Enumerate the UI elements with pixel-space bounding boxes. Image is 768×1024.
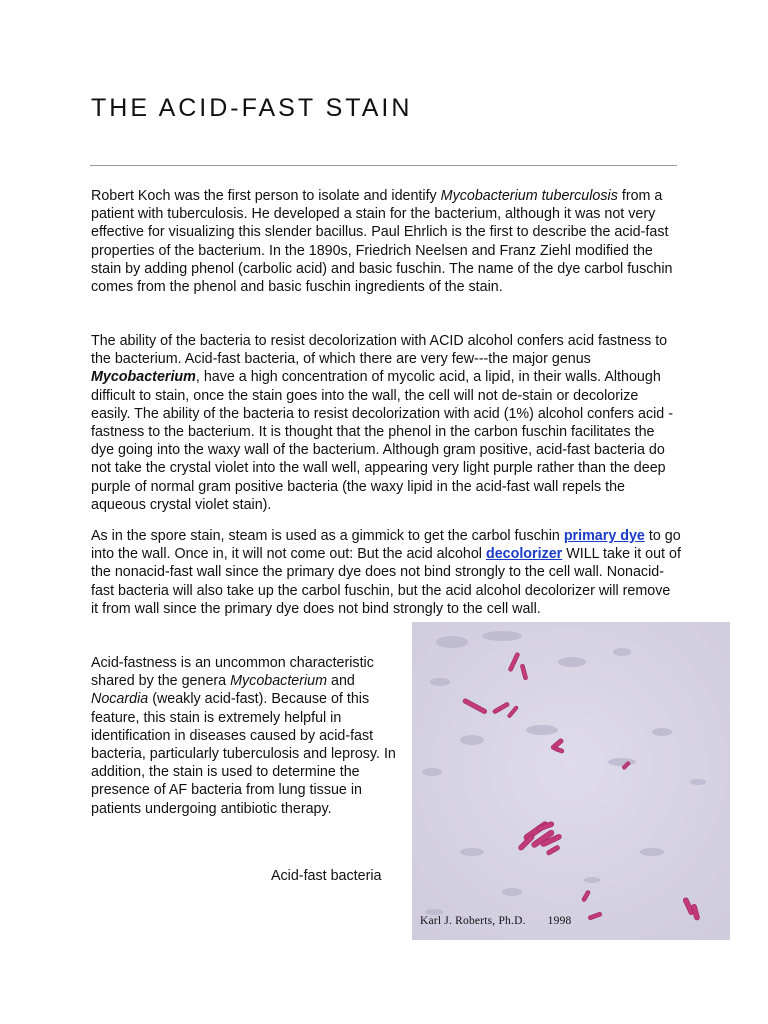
paragraph-text: Robert Koch was the first person to isolate and identify: [91, 188, 441, 204]
paragraph-text: and: [327, 673, 355, 690]
credit-year: 1998: [547, 915, 572, 927]
title-divider: [90, 165, 677, 166]
genus-name: Mycobacterium: [230, 673, 328, 690]
paragraph-history: [91, 187, 679, 296]
paragraph-text: to go into the wall. Once in, it will not come out: But the acid alcohol: [91, 528, 681, 563]
paragraph-text: , have a high concentration of mycolic acid, a lipid, in their walls. Although difficult to stain, once the stain goes into the wall, the cell will not de-stain or decolorize easily. The ability of the bacteria to resist decolorization with acid (1%) alcohol confers acid -fastness to the bacterium. It is thought that the phenol in the carbon fuschin facilitates the dye going into the waxy wall of the bacterium. Although gram positive, acid-fast bacteria do not take the crystal violet into the wall well, appearing very light purple rather than the deep purple of normal gram positive bacteria (the waxy lipid in the acid-fast wall repels the aqueous crystal violet stain).: [91, 369, 673, 513]
paragraph-text: from a patient with tuberculosis. He developed a stain for the bacterium, although it was not very effective for visualizing this slender bacillus. Paul Ehrlich is the first to describe the acid-fast properties of the bacterium. In the 1890s, Friedrich Neelsen and Franz Ziehl modified the stain by adding phenol (carbolic acid) and basic fuschin. The name of the dye carbol fuschin comes from the phenol and basic fuschin ingredients of the stain.: [91, 188, 673, 296]
species-name: Mycobacterium tuberculosis: [440, 188, 618, 204]
paragraph-text: Acid-fastness is an uncommon characteristic shared by the genera: [91, 655, 374, 690]
micrograph-background: [412, 622, 730, 940]
paragraph-mechanism: [91, 332, 681, 514]
paragraph-clinical-use: [91, 654, 396, 818]
figure-caption: Acid-fast bacteria: [271, 868, 382, 884]
primary-dye-link[interactable]: primary dye: [563, 528, 645, 544]
micrograph-drawing: [412, 622, 730, 940]
photo-credit: [420, 915, 571, 927]
micrograph-image: [412, 622, 730, 940]
decolorizer-link[interactable]: decolorizer: [485, 546, 563, 563]
genus-name: Mycobacterium: [91, 369, 196, 386]
page-title: THE ACID-FAST STAIN: [91, 94, 413, 122]
paragraph-text: The ability of the bacteria to resist decolorization with ACID alcohol confers acid fastness to the bacterium. Acid-fast bacteria, of which there are very few---the major genus: [91, 333, 668, 368]
paragraph-text: As in the spore stain, steam is used as a gimmick to get the carbol fuschin: [91, 528, 564, 544]
credit-name: Karl J. Roberts, Ph.D.: [420, 915, 526, 927]
paragraph-procedure: [91, 527, 681, 618]
paragraph-text: (weakly acid-fast). Because of this feature, this stain is extremely helpful in identification in diseases caused by acid-fast bacteria, particularly tuberculosis and leprosy. In addition, the stain is used to determine the presence of AF bacteria from lung tissue in patients undergoing antibiotic therapy.: [91, 691, 396, 817]
genus-name: Nocardia: [91, 691, 149, 708]
paragraph-text: WILL take it out of the nonacid-fast wall since the primary dye does not bind strongly to the cell wall. Nonacid-fast bacteria will also take up the carbol fuschin, but the acid alcohol decolorizer will remove it from wall since the primary dye does not bind strongly to the cell wall.: [91, 546, 681, 617]
